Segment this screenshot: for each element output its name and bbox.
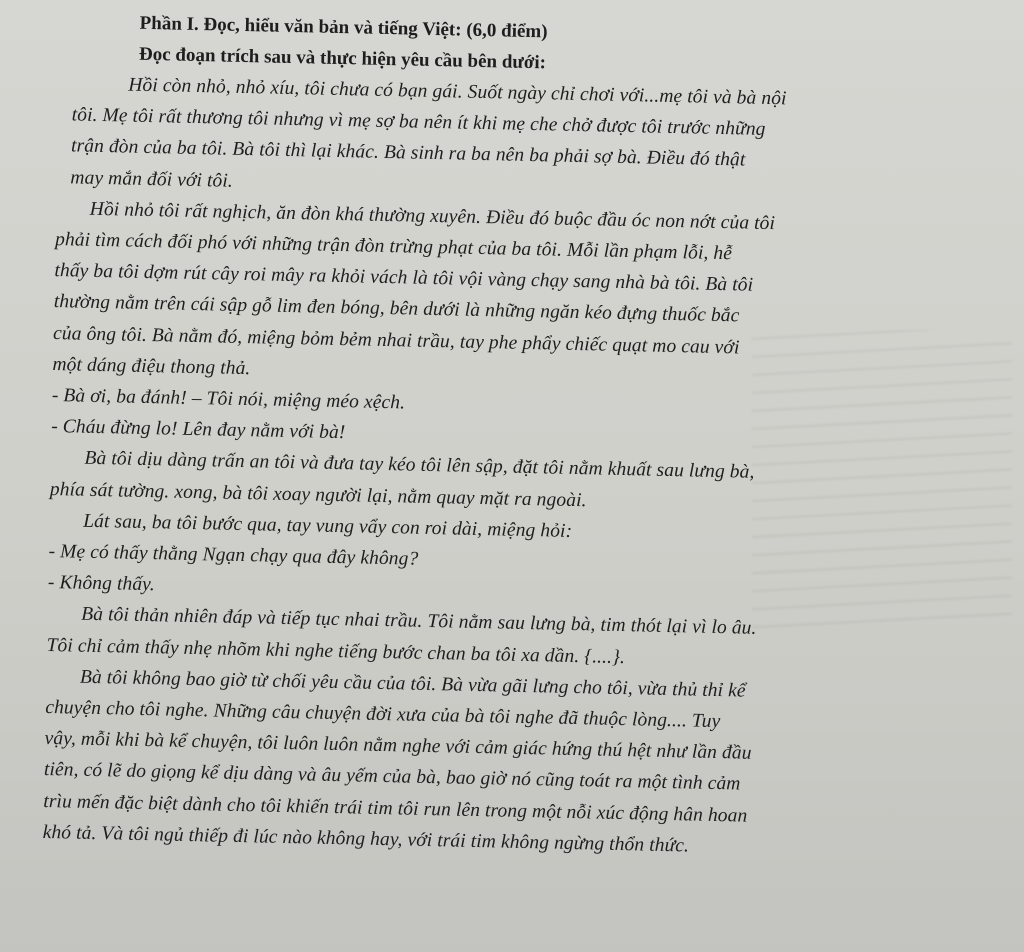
passage-line: của ông tôi. Bà nằm đó, miệng bỏm bẻm nhai trầu, tay phe phẩy chiếc quạt mo cau với: [52, 322, 740, 359]
passage-line: Tôi chỉ cảm thấy nhẹ nhõm khi nghe tiếng bước chan ba tôi xa dần. {....}.: [46, 634, 626, 668]
passage-line: vậy, mỗi khi bà kể chuyện, tôi luôn luôn nằm nghe với cảm giác hứng thú hệt như lần đầu: [44, 728, 752, 765]
exam-page: [36, 6, 953, 867]
dialogue-line: - Cháu đừng lo! Lên đay nằm với bà!: [50, 416, 346, 444]
dialogue-line: - Mẹ có thấy thằng Ngạn chạy qua đây không?: [48, 541, 419, 570]
passage-line: phải tìm cách đối phó với những trận đòn trừng phạt của ba tôi. Mỗi lần phạm lỗi, hễ: [54, 229, 733, 265]
passage-line: khó tả. Và tôi ngủ thiếp đi lúc nào không hay, với trái tim không ngừng thổn thức.: [42, 821, 690, 857]
passage-line: Hồi nhỏ tôi rất nghịch, ăn đòn khá thường xuyên. Điều đó buộc đầu óc non nớt của tôi: [89, 198, 776, 234]
passage-line: tôi. Mẹ tôi rất thương tôi nhưng vì mẹ sợ ba nên ít khi mẹ che chở được tôi trước những: [71, 104, 766, 141]
instruction-text: Đọc đoạn trích sau và thực hiện yêu cầu bên dưới:: [138, 43, 547, 74]
passage-line: Bà tôi dịu dàng trấn an tôi và đưa tay kéo tôi lên sập, đặt tôi nằm khuất sau lưng bà,: [84, 448, 755, 484]
passage-line: phía sát tường. xong, bà tôi xoay người lại, nằm quay mặt ra ngoài.: [49, 478, 587, 511]
dialogue-line: - Bà ơi, ba đánh! – Tôi nói, miệng méo xệch.: [51, 385, 406, 414]
section-title: Phần I. Đọc, hiểu văn bản và tiếng Việt: (6,0 điểm): [139, 12, 548, 43]
passage-line: tiên, có lẽ do giọng kể dịu dàng và âu yếm của bà, bao giờ nó cũng toát ra một tình cảm: [43, 759, 741, 796]
passage: [36, 68, 952, 867]
passage-line: Bà tôi không bao giờ từ chối yêu cầu của tôi. Bà vừa gãi lưng cho tôi, vừa thủ thỉ kể: [79, 666, 746, 702]
passage-line: thường nằm trên cái sập gỗ lim đen bóng, bên dưới là những ngăn kéo đựng thuốc bắc: [53, 291, 740, 327]
passage-line: chuyện cho tôi nghe. Những câu chuyện đời xưa của bà tôi nghe đã thuộc lòng.... Tuy: [45, 697, 721, 733]
passage-line: một dáng điệu thong thả.: [52, 353, 251, 380]
passage-line: Bà tôi thản nhiên đáp và tiếp tục nhai trầu. Tôi nằm sau lưng bà, tim thót lại vì lo âu.: [81, 604, 757, 640]
passage-line: Hồi còn nhỏ, nhỏ xíu, tôi chưa có bạn gái. Suốt ngày chỉ chơi với...mẹ tôi và bà nội: [128, 74, 787, 110]
dialogue-line: - Không thấy.: [47, 572, 156, 596]
passage-line: trận đòn của ba tôi. Bà tôi thì lại khác. Bà sinh ra ba nên ba phải sợ bà. Điều đó thật: [70, 135, 746, 171]
passage-line: Lát sau, ba tôi bước qua, tay vung vẩy con roi dài, miệng hỏi:: [82, 510, 573, 542]
passage-line: may mắn đối với tôi.: [70, 166, 234, 192]
passage-line: trìu mến đặc biệt dành cho tôi khiến trái tim tôi run lên trong một nỗi xúc động hân hoan: [43, 790, 748, 827]
passage-line: thấy ba tôi dợm rút cây roi mây ra khỏi vách là tôi vội vàng chạy sang nhà bà tôi. Bà tôi: [54, 260, 754, 296]
